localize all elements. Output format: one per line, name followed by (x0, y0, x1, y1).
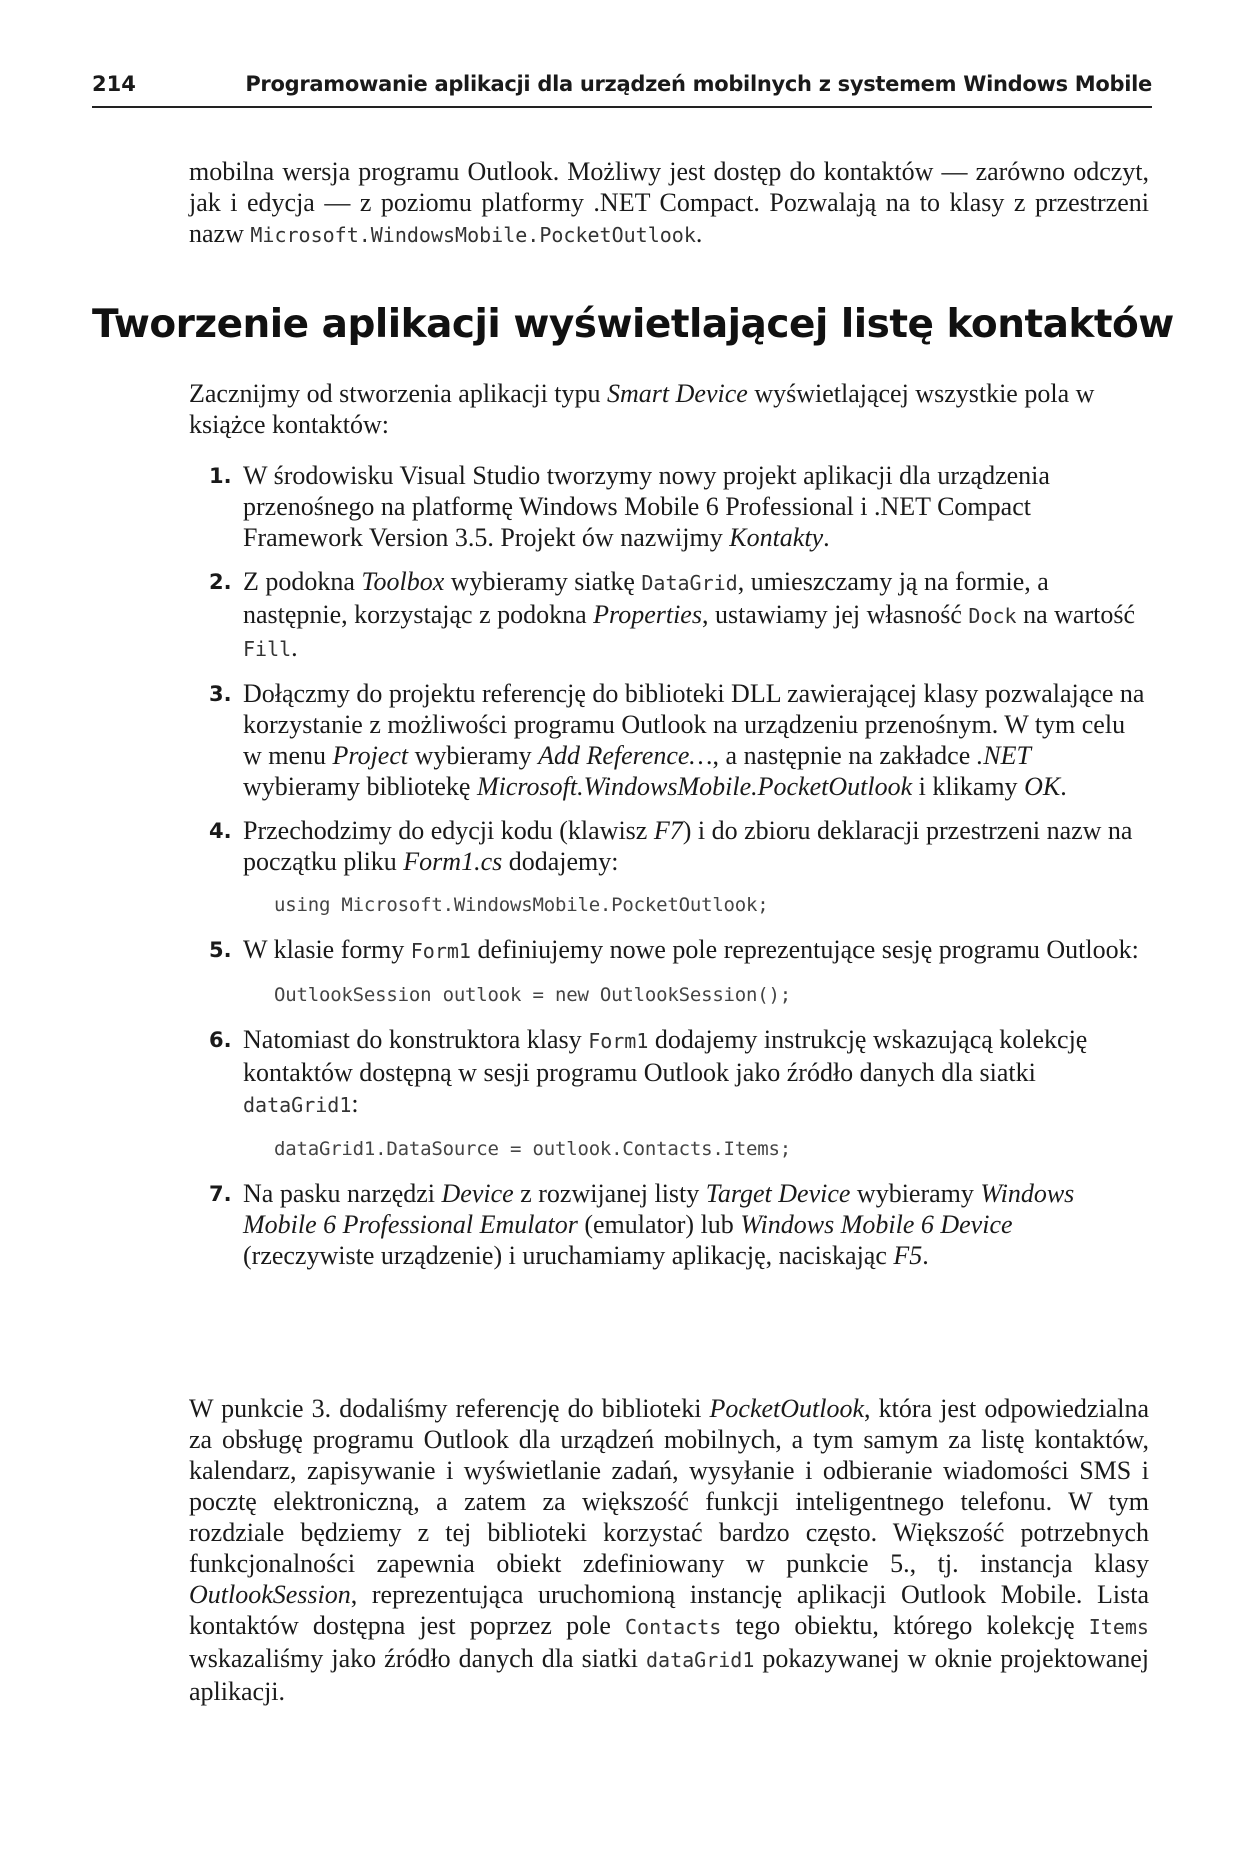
step-italic: Windows Mobile 6 Professional Emulator (243, 1179, 1075, 1239)
step-number: 4. (209, 819, 232, 843)
step-text: , umieszczamy ją na formie, a następnie, korzystając z podokna (243, 567, 1049, 629)
step-text: Natomiast do konstruktora klasy (243, 1025, 589, 1054)
code-listing: using Microsoft.WindowsMobile.PocketOutlook; (274, 894, 769, 916)
closing-text: , reprezentująca uruchomioną instancję aplikacji Outlook Mobile. Lista kontaktów dostępna jest poprzez pole (189, 1580, 1149, 1640)
closing-text: W punkcie 3. dodaliśmy referencję do biblioteki (189, 1394, 710, 1423)
step-3 (189, 678, 1149, 802)
step-text: Przechodzimy do edycji kodu (klawisz (243, 816, 654, 845)
closing-italic: PocketOutlook (709, 1394, 865, 1423)
closing-code-inline: dataGrid1 (645, 1648, 755, 1672)
step-text: . (1060, 772, 1067, 801)
closing-text: , która jest odpowiedzialna za obsługę programu Outlook dla urządzeń mobilnych, a tym samym za listę kontaktów, kalendarz, zapisywanie i wyświetlanie zadań, wysyłanie i odbieranie wiadomości SMS i pocztę elektroniczną, a zatem za większość funkcji inteligentnego telefonu. W tym rozdziale będziemy z tej biblioteki korzystać bardzo często. Większość potrzebnych funkcjonalności zapewnia obiekt zdefiniowany w punkcie 5., tj. instancja klasy (189, 1394, 1149, 1578)
intro-text-2: . (695, 219, 703, 248)
section-heading: Tworzenie aplikacji wyświetlającej listę kontaktów (92, 302, 1174, 347)
step-text: wybieramy siatkę (444, 567, 642, 596)
step-text: , a następnie na zakładce (712, 741, 977, 770)
step-7 (189, 1178, 1149, 1271)
step-1 (189, 460, 1149, 553)
step-code-inline: Form1 (588, 1029, 649, 1053)
step-italic: Microsoft.WindowsMobile.PocketOutlook (476, 772, 913, 801)
closing-paragraph (189, 1393, 1149, 1707)
step-italic: Device (441, 1179, 514, 1208)
lead-paragraph (189, 378, 1149, 440)
closing-italic: OutlookSession (189, 1580, 351, 1609)
step-italic: Properties (593, 600, 702, 629)
step-italic: F7 (653, 816, 683, 845)
step-italic: Target Device (705, 1179, 851, 1208)
step-italic: Toolbox (361, 567, 445, 596)
step-text: (rzeczywiste urządzenie) i uruchamiamy aplikację, naciskając (243, 1241, 894, 1270)
lead-text-2: wyświetlającej wszystkie pola w książce kontaktów: (189, 379, 1095, 439)
step-text: z rozwijanej listy (513, 1179, 706, 1208)
page-number: 214 (92, 72, 136, 96)
step-number: 1. (209, 464, 232, 488)
closing-code-inline: Contacts (625, 1615, 722, 1639)
step-text: , ustawiamy jej własność (701, 600, 969, 629)
step-number: 6. (209, 1028, 232, 1052)
step-italic: Add Reference… (538, 741, 713, 770)
step-italic: OK (1024, 772, 1061, 801)
step-text: wybieramy bibliotekę (243, 772, 477, 801)
steps-list (189, 460, 1149, 1284)
step-4 (189, 815, 1149, 921)
step-2 (189, 566, 1149, 665)
step-text: ) i do zbioru deklaracji przestrzeni nazw na początku pliku (243, 816, 1133, 876)
step-code-inline: Dock (968, 604, 1017, 628)
closing-text: tego obiektu, którego kolekcję (721, 1611, 1089, 1640)
intro-paragraph (189, 156, 1149, 251)
step-6 (189, 1024, 1149, 1165)
step-code-inline: dataGrid1 (243, 1093, 352, 1117)
step-italic: Kontakty (729, 523, 824, 552)
step-text: . (922, 1241, 929, 1270)
step-text: dodajemy instrukcję wskazującą kolekcję kontaktów dostępną w sesji programu Outlook jako źródło danych dla siatki (243, 1025, 1088, 1087)
step-code-inline: Fill (243, 637, 292, 661)
step-number: 3. (209, 682, 232, 706)
step-number: 5. (209, 938, 232, 962)
step-code-inline: DataGrid (641, 571, 738, 595)
closing-code-inline: Items (1088, 1615, 1149, 1639)
step-italic: Windows Mobile 6 Device (740, 1210, 1013, 1239)
step-number: 7. (209, 1182, 232, 1206)
step-text: W środowisku Visual Studio tworzymy nowy projekt aplikacji dla urządzenia przenośnego na platformę Windows Mobile 6 Professional i .NET Compact Framework Version 3.5. Projekt ów nazwijmy (243, 461, 1050, 552)
step-text: : (351, 1089, 359, 1118)
running-header (92, 72, 1152, 108)
step-text: Z podokna (243, 567, 362, 596)
step-text: . (823, 523, 830, 552)
step-italic: .NET (976, 741, 1031, 770)
step-text: na wartość (1016, 600, 1135, 629)
lead-text-1: Zacznijmy od stworzenia aplikacji typu (189, 379, 608, 408)
step-text: (emulator) lub (577, 1210, 741, 1239)
step-text: . (291, 633, 298, 662)
closing-text: wskazaliśmy jako źródło danych dla siatki (189, 1644, 646, 1673)
step-italic: Project (332, 741, 409, 770)
running-title: Programowanie aplikacji dla urządzeń mobilnych z systemem Windows Mobile (245, 72, 1152, 96)
step-text: wybieramy (408, 741, 539, 770)
lead-italic: Smart Device (607, 379, 748, 408)
step-text: i klikamy (912, 772, 1025, 801)
step-text: definiujemy nowe pole reprezentujące sesję programu Outlook: (470, 935, 1139, 964)
intro-text-1: mobilna wersja programu Outlook. Możliwy jest dostęp do kontaktów — zarówno odczyt, jak i edycja — z poziomu platformy .NET Compact. Pozwalają na to klasy z przestrzeni nazw (189, 157, 1149, 248)
step-text: Na pasku narzędzi (243, 1179, 442, 1208)
step-italic: F5 (893, 1241, 923, 1270)
step-text: Dołączmy do projektu referencję do biblioteki DLL zawierającej klasy pozwalające na korzystanie z możliwości programu Outlook na urządzeniu przenośnym. W tym celu w menu (243, 679, 1145, 770)
step-text: W klasie formy (243, 935, 411, 964)
step-italic: Form1.cs (403, 847, 503, 876)
step-text: dodajemy: (502, 847, 619, 876)
step-5 (189, 934, 1149, 1011)
intro-code-namespace: Microsoft.WindowsMobile.PocketOutlook (250, 223, 696, 247)
step-code-inline: Form1 (410, 939, 471, 963)
code-listing: dataGrid1.DataSource = outlook.Contacts.Items; (274, 1138, 791, 1160)
step-text: wybieramy (850, 1179, 981, 1208)
closing-text: pokazywanej w oknie projektowanej aplikacji. (189, 1644, 1149, 1706)
step-number: 2. (209, 570, 232, 594)
code-listing: OutlookSession outlook = new OutlookSession(); (274, 984, 791, 1006)
